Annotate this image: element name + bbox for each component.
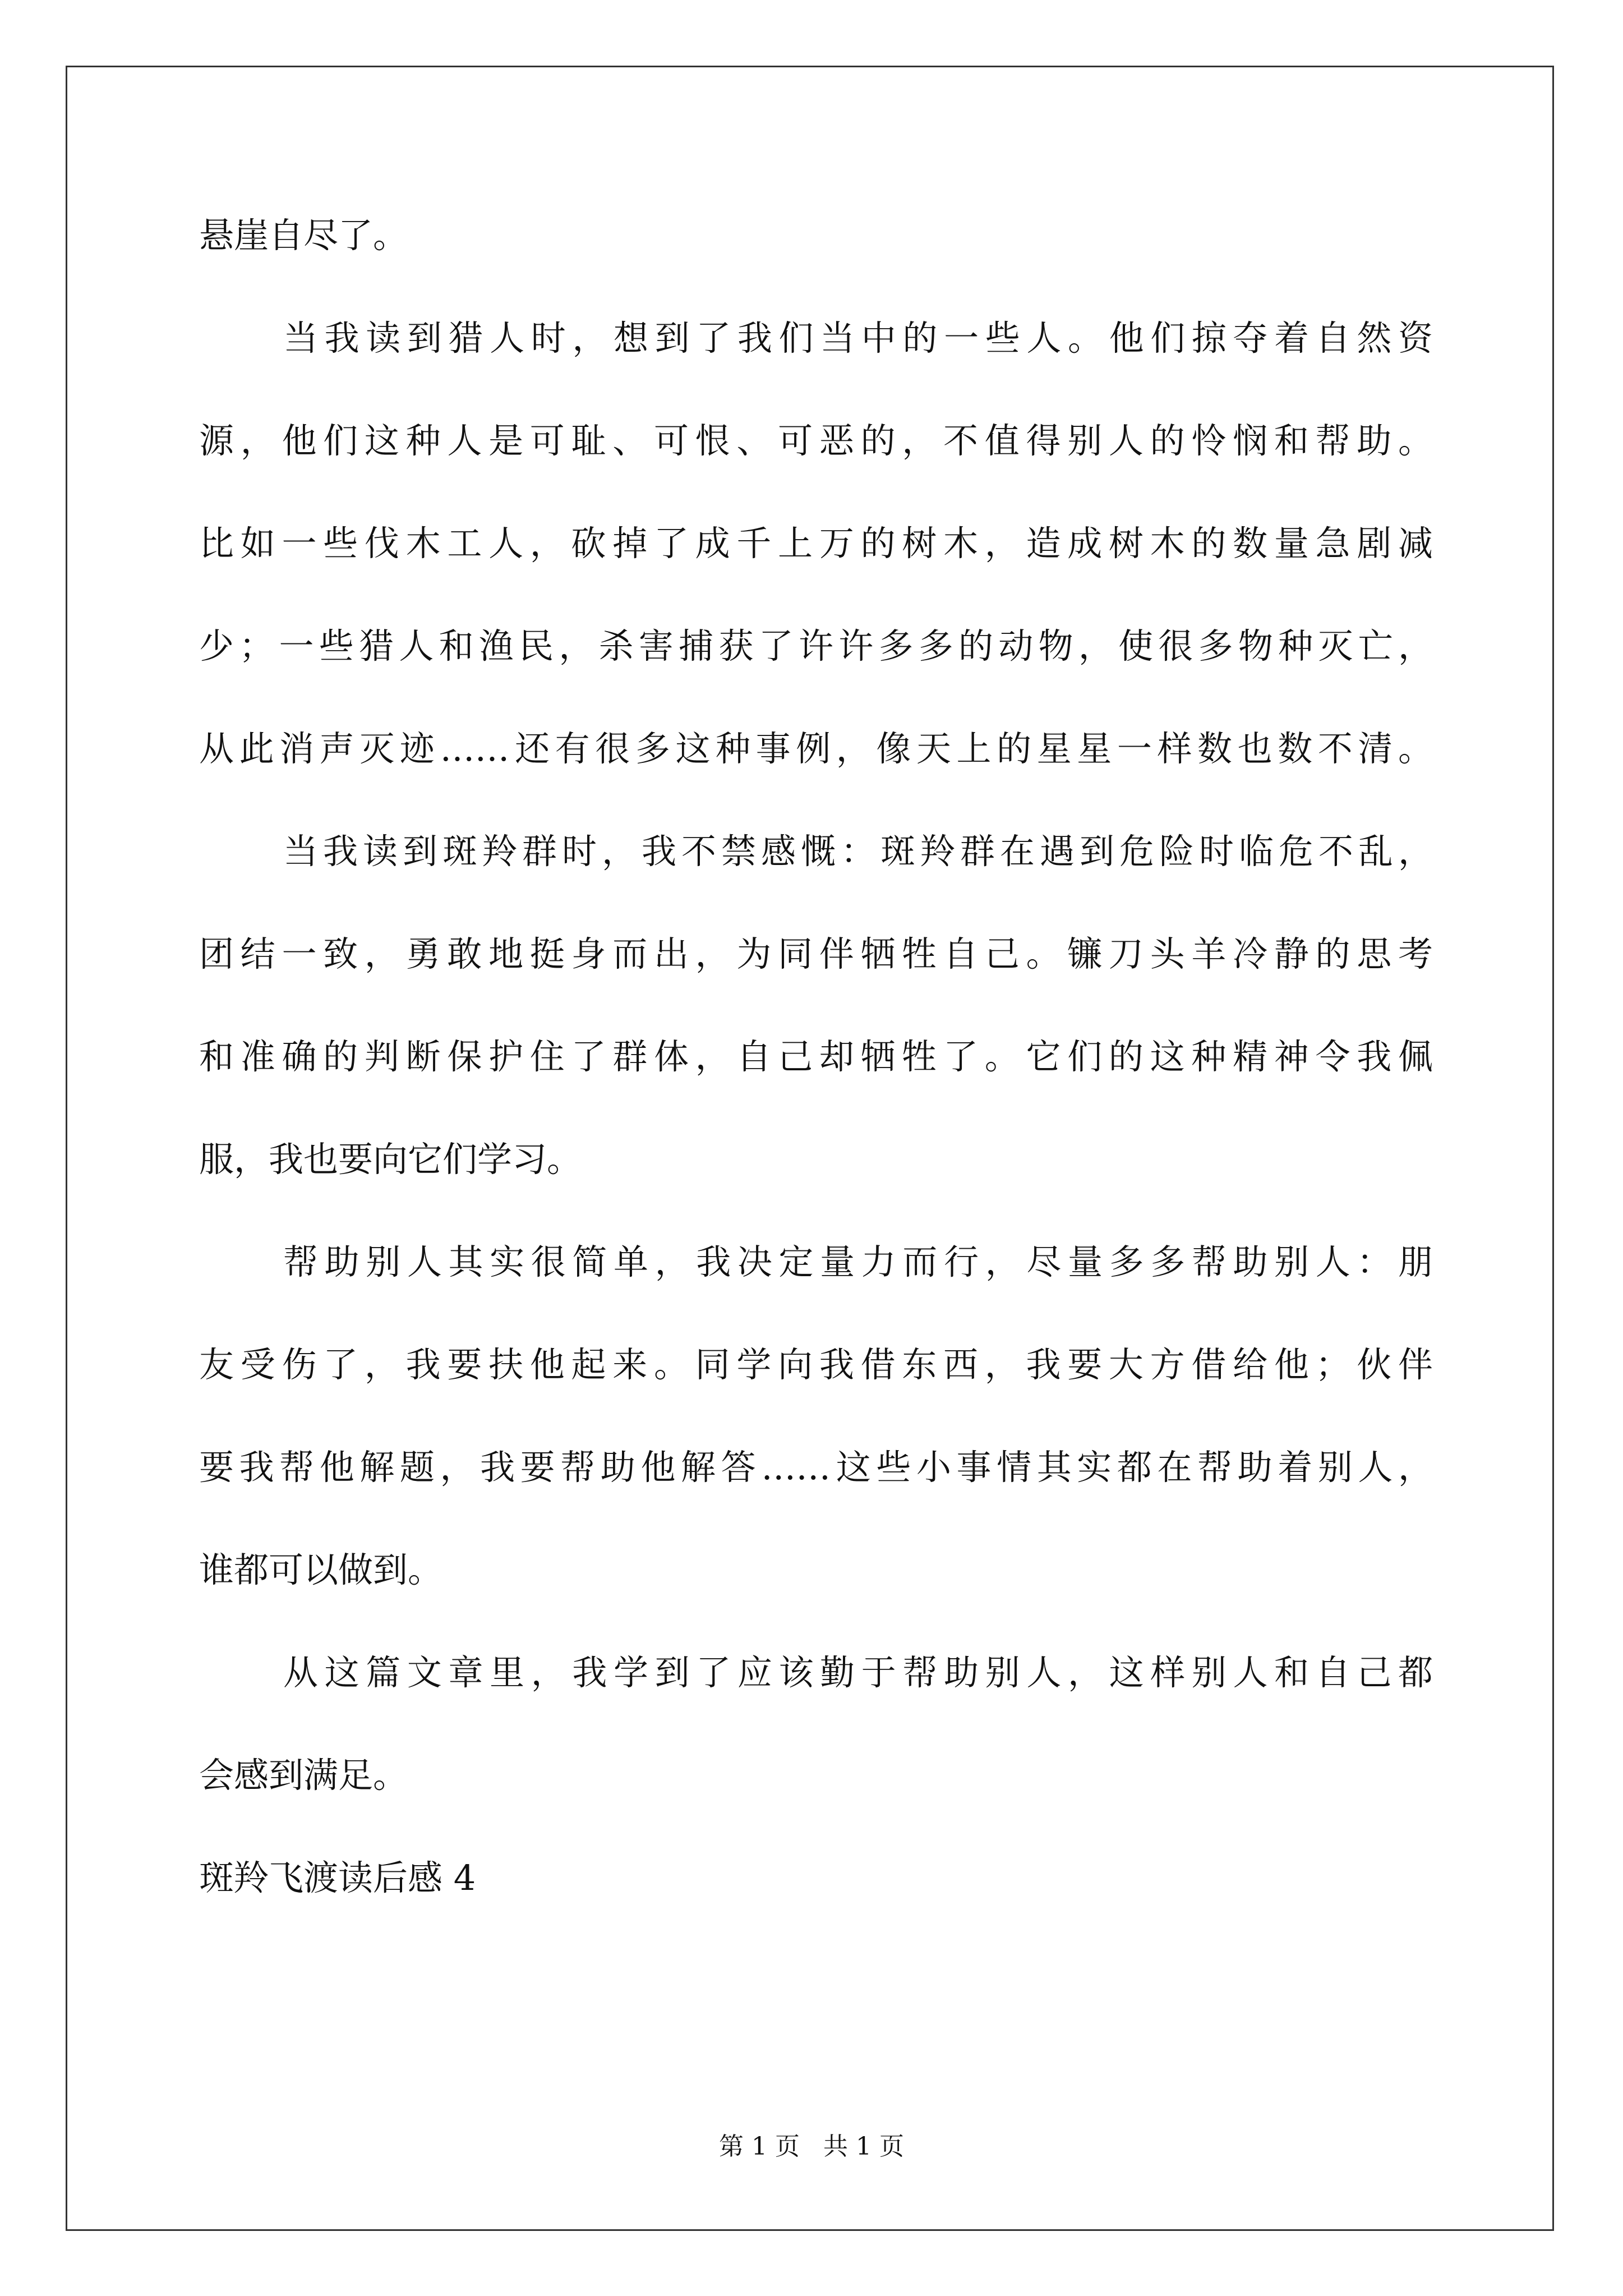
text-line: 帮助别人其实很简单，我决定量力而行，尽量多多帮助别人：朋: [283, 1241, 1433, 1282]
text-line: 少；一些猎人和渔民，杀害捕获了许许多多的动物，使很多物种灭亡，: [199, 625, 1433, 666]
text-line: 团结一致，勇敢地挺身而出，为同伴牺牲自己。镰刀头羊冷静的思考: [199, 933, 1433, 974]
page-footer: [0, 2126, 1623, 2162]
text-line: 比如一些伐木工人，砍掉了成千上万的树木，造成树木的数量急剧减: [199, 523, 1433, 564]
text-line: 服，我也要向它们学习。: [199, 1139, 582, 1180]
text-line: 当我读到猎人时，想到了我们当中的一些人。他们掠夺着自然资: [283, 318, 1433, 358]
text-line: 谁都可以做到。: [199, 1549, 443, 1590]
text-line: 从这篇文章里，我学到了应该勤于帮助别人，这样别人和自己都: [283, 1652, 1433, 1693]
section-heading: 斑羚飞渡读后感 4: [199, 1857, 476, 1898]
text-line: 当我读到斑羚群时，我不禁感慨：斑羚群在遇到危险时临危不乱，: [283, 831, 1433, 872]
text-line: 要我帮他解题，我要帮助他解答……这些小事情其实都在帮助着别人，: [199, 1447, 1433, 1488]
text-line: 源，他们这种人是可耻、可恨、可恶的，不值得别人的怜悯和帮助。: [199, 420, 1433, 461]
text-line: 悬崖自尽了。: [199, 215, 408, 256]
page-number: 第 1 页: [719, 2132, 800, 2161]
text-line: 会感到满足。: [199, 1755, 408, 1796]
page-total: 共 1 页: [823, 2132, 904, 2161]
text-line: 从此消声灭迹……还有很多这种事例，像天上的星星一样数也数不清。: [199, 728, 1433, 769]
text-line: 和准确的判断保护住了群体，自己却牺牲了。它们的这种精神令我佩: [199, 1036, 1433, 1077]
text-line: 友受伤了，我要扶他起来。同学向我借东西，我要大方借给他；伙伴: [199, 1344, 1433, 1385]
